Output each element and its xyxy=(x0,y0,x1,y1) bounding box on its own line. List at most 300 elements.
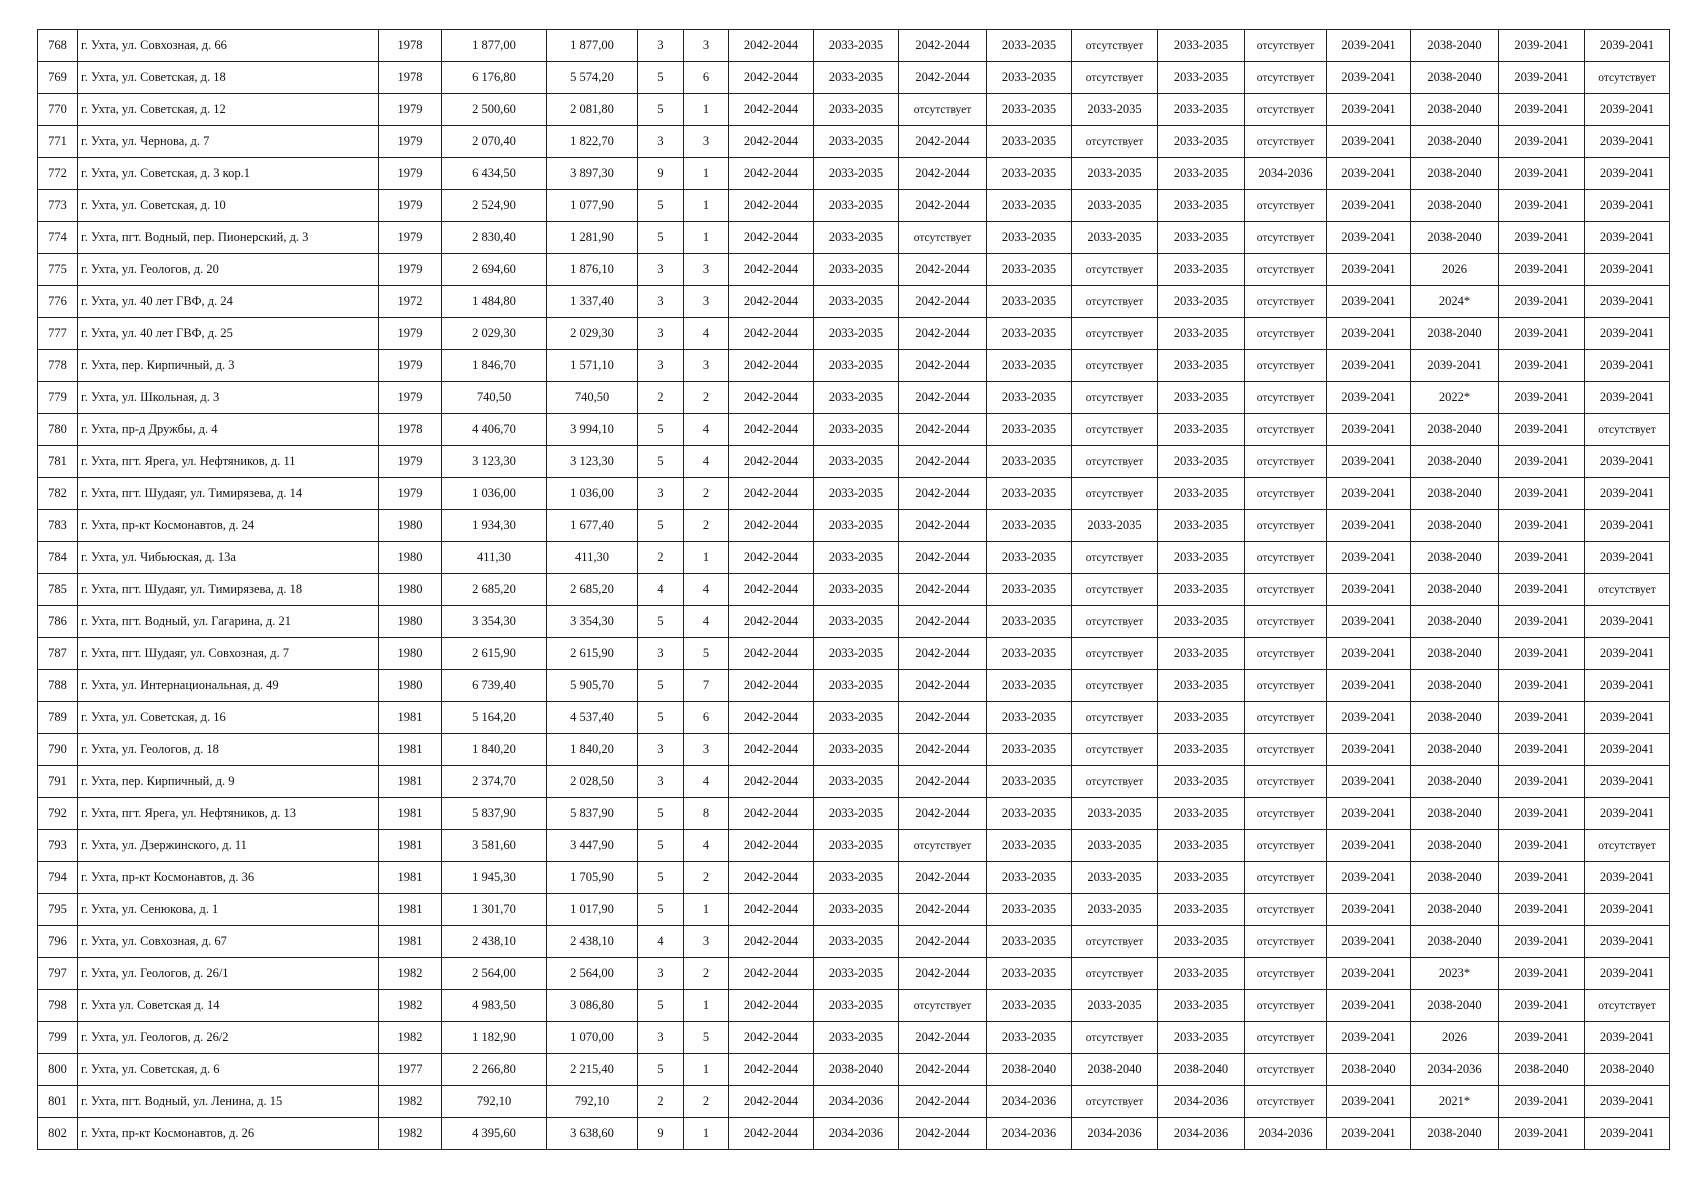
period-cell-8: 2039-2041 xyxy=(1327,1086,1411,1118)
period-cell-3: 2042-2044 xyxy=(899,702,987,734)
floors-cell: 3 xyxy=(638,734,684,766)
period-cell-11: отсутствует xyxy=(1585,62,1670,94)
period-cell-8: 2039-2041 xyxy=(1327,542,1411,574)
period-cell-7: отсутствует xyxy=(1245,798,1327,830)
period-cell-7: отсутствует xyxy=(1245,1022,1327,1054)
table-row xyxy=(38,1054,1670,1086)
total-area-cell: 3 354,30 xyxy=(442,606,547,638)
total-area-cell: 2 615,90 xyxy=(442,638,547,670)
period-cell-6: 2033-2035 xyxy=(1158,798,1245,830)
period-cell-3: 2042-2044 xyxy=(899,1118,987,1150)
entrances-cell: 2 xyxy=(684,510,729,542)
row-number: 775 xyxy=(38,254,78,286)
table-row xyxy=(38,830,1670,862)
table-row xyxy=(38,478,1670,510)
period-cell-3: 2042-2044 xyxy=(899,126,987,158)
period-cell-11: 2039-2041 xyxy=(1585,862,1670,894)
period-cell-8: 2039-2041 xyxy=(1327,894,1411,926)
row-number: 776 xyxy=(38,286,78,318)
table-row xyxy=(38,702,1670,734)
period-cell-9: 2038-2040 xyxy=(1411,894,1499,926)
period-cell-8: 2039-2041 xyxy=(1327,222,1411,254)
floors-cell: 5 xyxy=(638,446,684,478)
period-cell-2: 2033-2035 xyxy=(814,126,899,158)
period-cell-1: 2042-2044 xyxy=(729,542,814,574)
period-cell-7: отсутствует xyxy=(1245,190,1327,222)
period-cell-10: 2039-2041 xyxy=(1499,638,1585,670)
period-cell-10: 2039-2041 xyxy=(1499,1086,1585,1118)
period-cell-10: 2039-2041 xyxy=(1499,926,1585,958)
period-cell-2: 2033-2035 xyxy=(814,94,899,126)
living-area-cell: 411,30 xyxy=(547,542,638,574)
entrances-cell: 2 xyxy=(684,958,729,990)
living-area-cell: 2 685,20 xyxy=(547,574,638,606)
period-cell-9: 2038-2040 xyxy=(1411,510,1499,542)
living-area-cell: 1 571,10 xyxy=(547,350,638,382)
period-cell-9: 2038-2040 xyxy=(1411,414,1499,446)
floors-cell: 5 xyxy=(638,62,684,94)
address-cell: г. Ухта, ул. 40 лет ГВФ, д. 24 xyxy=(78,286,379,318)
period-cell-11: 2039-2041 xyxy=(1585,190,1670,222)
period-cell-9: 2038-2040 xyxy=(1411,158,1499,190)
period-cell-9: 2038-2040 xyxy=(1411,990,1499,1022)
total-area-cell: 2 694,60 xyxy=(442,254,547,286)
period-cell-7: отсутствует xyxy=(1245,286,1327,318)
period-cell-2: 2033-2035 xyxy=(814,542,899,574)
period-cell-11: 2039-2041 xyxy=(1585,542,1670,574)
period-cell-7: отсутствует xyxy=(1245,222,1327,254)
table-row xyxy=(38,94,1670,126)
period-cell-11: 2039-2041 xyxy=(1585,734,1670,766)
entrances-cell: 3 xyxy=(684,254,729,286)
period-cell-4: 2033-2035 xyxy=(987,702,1072,734)
period-cell-5: отсутствует xyxy=(1072,126,1158,158)
total-area-cell: 2 685,20 xyxy=(442,574,547,606)
row-number: 798 xyxy=(38,990,78,1022)
period-cell-2: 2033-2035 xyxy=(814,606,899,638)
period-cell-2: 2033-2035 xyxy=(814,30,899,62)
period-cell-10: 2039-2041 xyxy=(1499,158,1585,190)
period-cell-1: 2042-2044 xyxy=(729,702,814,734)
address-cell: г. Ухта, ул. Советская, д. 18 xyxy=(78,62,379,94)
period-cell-1: 2042-2044 xyxy=(729,926,814,958)
floors-cell: 5 xyxy=(638,414,684,446)
year-cell: 1979 xyxy=(379,126,442,158)
period-cell-2: 2033-2035 xyxy=(814,190,899,222)
entrances-cell: 4 xyxy=(684,830,729,862)
period-cell-7: отсутствует xyxy=(1245,606,1327,638)
period-cell-9: 2038-2040 xyxy=(1411,702,1499,734)
period-cell-10: 2039-2041 xyxy=(1499,478,1585,510)
period-cell-9: 2024* xyxy=(1411,286,1499,318)
total-area-cell: 2 029,30 xyxy=(442,318,547,350)
year-cell: 1982 xyxy=(379,1022,442,1054)
period-cell-1: 2042-2044 xyxy=(729,798,814,830)
floors-cell: 3 xyxy=(638,478,684,510)
period-cell-5: 2033-2035 xyxy=(1072,830,1158,862)
period-cell-2: 2033-2035 xyxy=(814,734,899,766)
period-cell-5: отсутствует xyxy=(1072,478,1158,510)
entrances-cell: 4 xyxy=(684,446,729,478)
period-cell-1: 2042-2044 xyxy=(729,126,814,158)
floors-cell: 9 xyxy=(638,1118,684,1150)
period-cell-4: 2033-2035 xyxy=(987,990,1072,1022)
living-area-cell: 3 994,10 xyxy=(547,414,638,446)
floors-cell: 5 xyxy=(638,94,684,126)
period-cell-4: 2033-2035 xyxy=(987,542,1072,574)
period-cell-6: 2033-2035 xyxy=(1158,414,1245,446)
period-cell-6: 2033-2035 xyxy=(1158,446,1245,478)
period-cell-10: 2039-2041 xyxy=(1499,830,1585,862)
period-cell-5: 2033-2035 xyxy=(1072,158,1158,190)
period-cell-2: 2033-2035 xyxy=(814,350,899,382)
address-cell: г. Ухта, пгт. Шудаяг, ул. Тимирязева, д. 18 xyxy=(78,574,379,606)
total-area-cell: 2 564,00 xyxy=(442,958,547,990)
period-cell-4: 2033-2035 xyxy=(987,222,1072,254)
period-cell-4: 2038-2040 xyxy=(987,1054,1072,1086)
floors-cell: 2 xyxy=(638,382,684,414)
period-cell-7: отсутствует xyxy=(1245,1054,1327,1086)
period-cell-2: 2033-2035 xyxy=(814,382,899,414)
period-cell-8: 2039-2041 xyxy=(1327,446,1411,478)
address-cell: г. Ухта, ул. Чибьюская, д. 13а xyxy=(78,542,379,574)
year-cell: 1981 xyxy=(379,830,442,862)
period-cell-4: 2033-2035 xyxy=(987,350,1072,382)
period-cell-11: 2039-2041 xyxy=(1585,894,1670,926)
living-area-cell: 2 028,50 xyxy=(547,766,638,798)
row-number: 790 xyxy=(38,734,78,766)
period-cell-6: 2033-2035 xyxy=(1158,734,1245,766)
entrances-cell: 4 xyxy=(684,574,729,606)
period-cell-9: 2021* xyxy=(1411,1086,1499,1118)
period-cell-11: отсутствует xyxy=(1585,830,1670,862)
period-cell-9: 2038-2040 xyxy=(1411,1118,1499,1150)
row-number: 771 xyxy=(38,126,78,158)
table-row xyxy=(38,1022,1670,1054)
total-area-cell: 2 500,60 xyxy=(442,94,547,126)
period-cell-4: 2033-2035 xyxy=(987,318,1072,350)
living-area-cell: 1 677,40 xyxy=(547,510,638,542)
period-cell-5: отсутствует xyxy=(1072,1022,1158,1054)
period-cell-2: 2033-2035 xyxy=(814,990,899,1022)
address-cell: г. Ухта, ул. Советская, д. 16 xyxy=(78,702,379,734)
table-row xyxy=(38,318,1670,350)
period-cell-9: 2038-2040 xyxy=(1411,638,1499,670)
entrances-cell: 7 xyxy=(684,670,729,702)
entrances-cell: 5 xyxy=(684,1022,729,1054)
address-cell: г. Ухта, ул. Геологов, д. 26/2 xyxy=(78,1022,379,1054)
period-cell-11: 2039-2041 xyxy=(1585,1086,1670,1118)
table-row xyxy=(38,350,1670,382)
period-cell-7: отсутствует xyxy=(1245,862,1327,894)
period-cell-7: отсутствует xyxy=(1245,830,1327,862)
period-cell-7: отсутствует xyxy=(1245,702,1327,734)
floors-cell: 2 xyxy=(638,1086,684,1118)
floors-cell: 5 xyxy=(638,1054,684,1086)
address-cell: г. Ухта, пр-кт Космонавтов, д. 26 xyxy=(78,1118,379,1150)
year-cell: 1978 xyxy=(379,414,442,446)
period-cell-6: 2033-2035 xyxy=(1158,62,1245,94)
floors-cell: 3 xyxy=(638,30,684,62)
address-cell: г. Ухта ул. Советская д. 14 xyxy=(78,990,379,1022)
period-cell-4: 2033-2035 xyxy=(987,286,1072,318)
period-cell-1: 2042-2044 xyxy=(729,510,814,542)
period-cell-5: отсутствует xyxy=(1072,702,1158,734)
period-cell-9: 2038-2040 xyxy=(1411,126,1499,158)
table-row xyxy=(38,798,1670,830)
period-cell-11: 2039-2041 xyxy=(1585,286,1670,318)
living-area-cell: 1 337,40 xyxy=(547,286,638,318)
floors-cell: 3 xyxy=(638,958,684,990)
period-cell-4: 2033-2035 xyxy=(987,638,1072,670)
period-cell-6: 2033-2035 xyxy=(1158,926,1245,958)
period-cell-8: 2039-2041 xyxy=(1327,30,1411,62)
period-cell-8: 2039-2041 xyxy=(1327,158,1411,190)
living-area-cell: 740,50 xyxy=(547,382,638,414)
period-cell-11: 2038-2040 xyxy=(1585,1054,1670,1086)
period-cell-10: 2039-2041 xyxy=(1499,254,1585,286)
period-cell-7: отсутствует xyxy=(1245,62,1327,94)
address-cell: г. Ухта, ул. Совхозная, д. 67 xyxy=(78,926,379,958)
period-cell-7: 2034-2036 xyxy=(1245,1118,1327,1150)
period-cell-3: 2042-2044 xyxy=(899,318,987,350)
living-area-cell: 3 123,30 xyxy=(547,446,638,478)
period-cell-6: 2033-2035 xyxy=(1158,478,1245,510)
period-cell-5: отсутствует xyxy=(1072,734,1158,766)
period-cell-1: 2042-2044 xyxy=(729,254,814,286)
total-area-cell: 6 176,80 xyxy=(442,62,547,94)
period-cell-2: 2033-2035 xyxy=(814,222,899,254)
period-cell-3: 2042-2044 xyxy=(899,606,987,638)
table-row xyxy=(38,990,1670,1022)
address-cell: г. Ухта, ул. Сенюкова, д. 1 xyxy=(78,894,379,926)
period-cell-2: 2033-2035 xyxy=(814,318,899,350)
row-number: 802 xyxy=(38,1118,78,1150)
row-number: 797 xyxy=(38,958,78,990)
living-area-cell: 3 897,30 xyxy=(547,158,638,190)
period-cell-8: 2039-2041 xyxy=(1327,286,1411,318)
period-cell-10: 2039-2041 xyxy=(1499,894,1585,926)
address-cell: г. Ухта, пгт. Водный, пер. Пионерский, д. 3 xyxy=(78,222,379,254)
row-number: 769 xyxy=(38,62,78,94)
period-cell-3: 2042-2044 xyxy=(899,734,987,766)
period-cell-5: 2033-2035 xyxy=(1072,190,1158,222)
address-cell: г. Ухта, ул. Геологов, д. 18 xyxy=(78,734,379,766)
period-cell-5: отсутствует xyxy=(1072,350,1158,382)
period-cell-5: 2033-2035 xyxy=(1072,94,1158,126)
period-cell-11: отсутствует xyxy=(1585,414,1670,446)
floors-cell: 4 xyxy=(638,926,684,958)
period-cell-3: 2042-2044 xyxy=(899,926,987,958)
period-cell-9: 2022* xyxy=(1411,382,1499,414)
period-cell-2: 2033-2035 xyxy=(814,958,899,990)
row-number: 781 xyxy=(38,446,78,478)
living-area-cell: 2 029,30 xyxy=(547,318,638,350)
period-cell-4: 2033-2035 xyxy=(987,478,1072,510)
period-cell-4: 2034-2036 xyxy=(987,1118,1072,1150)
address-cell: г. Ухта, пер. Кирпичный, д. 9 xyxy=(78,766,379,798)
period-cell-6: 2033-2035 xyxy=(1158,830,1245,862)
period-cell-4: 2033-2035 xyxy=(987,446,1072,478)
floors-cell: 5 xyxy=(638,862,684,894)
period-cell-11: 2039-2041 xyxy=(1585,382,1670,414)
period-cell-9: 2026 xyxy=(1411,1022,1499,1054)
period-cell-11: отсутствует xyxy=(1585,574,1670,606)
period-cell-6: 2033-2035 xyxy=(1158,894,1245,926)
period-cell-11: 2039-2041 xyxy=(1585,798,1670,830)
floors-cell: 3 xyxy=(638,350,684,382)
period-cell-2: 2033-2035 xyxy=(814,894,899,926)
period-cell-5: отсутствует xyxy=(1072,574,1158,606)
year-cell: 1979 xyxy=(379,222,442,254)
period-cell-5: 2033-2035 xyxy=(1072,798,1158,830)
entrances-cell: 3 xyxy=(684,30,729,62)
address-cell: г. Ухта, ул. Дзержинского, д. 11 xyxy=(78,830,379,862)
period-cell-3: 2042-2044 xyxy=(899,862,987,894)
period-cell-10: 2039-2041 xyxy=(1499,766,1585,798)
entrances-cell: 1 xyxy=(684,1118,729,1150)
year-cell: 1979 xyxy=(379,478,442,510)
year-cell: 1977 xyxy=(379,1054,442,1086)
row-number: 778 xyxy=(38,350,78,382)
period-cell-2: 2033-2035 xyxy=(814,158,899,190)
living-area-cell: 3 086,80 xyxy=(547,990,638,1022)
period-cell-5: 2038-2040 xyxy=(1072,1054,1158,1086)
address-cell: г. Ухта, пер. Кирпичный, д. 3 xyxy=(78,350,379,382)
period-cell-6: 2033-2035 xyxy=(1158,1022,1245,1054)
period-cell-3: 2042-2044 xyxy=(899,30,987,62)
year-cell: 1980 xyxy=(379,574,442,606)
period-cell-6: 2033-2035 xyxy=(1158,94,1245,126)
address-cell: г. Ухта, пгт. Шудаяг, ул. Совхозная, д. 7 xyxy=(78,638,379,670)
period-cell-6: 2033-2035 xyxy=(1158,382,1245,414)
total-area-cell: 411,30 xyxy=(442,542,547,574)
row-number: 799 xyxy=(38,1022,78,1054)
period-cell-1: 2042-2044 xyxy=(729,30,814,62)
period-cell-7: отсутствует xyxy=(1245,126,1327,158)
period-cell-9: 2038-2040 xyxy=(1411,62,1499,94)
period-cell-5: отсутствует xyxy=(1072,958,1158,990)
year-cell: 1981 xyxy=(379,766,442,798)
period-cell-9: 2038-2040 xyxy=(1411,190,1499,222)
period-cell-5: отсутствует xyxy=(1072,254,1158,286)
floors-cell: 5 xyxy=(638,830,684,862)
total-area-cell: 2 070,40 xyxy=(442,126,547,158)
period-cell-3: 2042-2044 xyxy=(899,414,987,446)
living-area-cell: 4 537,40 xyxy=(547,702,638,734)
living-area-cell: 1 281,90 xyxy=(547,222,638,254)
period-cell-2: 2033-2035 xyxy=(814,510,899,542)
period-cell-4: 2033-2035 xyxy=(987,30,1072,62)
period-cell-11: 2039-2041 xyxy=(1585,606,1670,638)
period-cell-11: 2039-2041 xyxy=(1585,350,1670,382)
row-number: 787 xyxy=(38,638,78,670)
period-cell-8: 2039-2041 xyxy=(1327,126,1411,158)
living-area-cell: 1 705,90 xyxy=(547,862,638,894)
period-cell-4: 2033-2035 xyxy=(987,1022,1072,1054)
period-cell-10: 2039-2041 xyxy=(1499,574,1585,606)
period-cell-9: 2034-2036 xyxy=(1411,1054,1499,1086)
period-cell-3: 2042-2044 xyxy=(899,286,987,318)
year-cell: 1980 xyxy=(379,670,442,702)
period-cell-11: 2039-2041 xyxy=(1585,1022,1670,1054)
period-cell-6: 2033-2035 xyxy=(1158,254,1245,286)
living-area-cell: 2 215,40 xyxy=(547,1054,638,1086)
floors-cell: 5 xyxy=(638,606,684,638)
total-area-cell: 1 301,70 xyxy=(442,894,547,926)
period-cell-7: отсутствует xyxy=(1245,510,1327,542)
row-number: 801 xyxy=(38,1086,78,1118)
floors-cell: 5 xyxy=(638,510,684,542)
year-cell: 1980 xyxy=(379,510,442,542)
period-cell-3: 2042-2044 xyxy=(899,638,987,670)
period-cell-8: 2039-2041 xyxy=(1327,1118,1411,1150)
period-cell-9: 2039-2041 xyxy=(1411,350,1499,382)
period-cell-5: отсутствует xyxy=(1072,542,1158,574)
year-cell: 1979 xyxy=(379,254,442,286)
period-cell-3: 2042-2044 xyxy=(899,670,987,702)
row-number: 779 xyxy=(38,382,78,414)
period-cell-8: 2039-2041 xyxy=(1327,254,1411,286)
period-cell-6: 2033-2035 xyxy=(1158,606,1245,638)
period-cell-10: 2039-2041 xyxy=(1499,382,1585,414)
table-row xyxy=(38,670,1670,702)
period-cell-8: 2039-2041 xyxy=(1327,350,1411,382)
period-cell-3: 2042-2044 xyxy=(899,190,987,222)
year-cell: 1982 xyxy=(379,958,442,990)
period-cell-1: 2042-2044 xyxy=(729,830,814,862)
total-area-cell: 5 837,90 xyxy=(442,798,547,830)
period-cell-11: 2039-2041 xyxy=(1585,670,1670,702)
floors-cell: 2 xyxy=(638,542,684,574)
period-cell-9: 2038-2040 xyxy=(1411,766,1499,798)
living-area-cell: 1 877,00 xyxy=(547,30,638,62)
period-cell-8: 2039-2041 xyxy=(1327,318,1411,350)
period-cell-2: 2033-2035 xyxy=(814,766,899,798)
living-area-cell: 2 081,80 xyxy=(547,94,638,126)
table-row xyxy=(38,734,1670,766)
period-cell-4: 2033-2035 xyxy=(987,926,1072,958)
table-row xyxy=(38,606,1670,638)
period-cell-3: 2042-2044 xyxy=(899,510,987,542)
period-cell-2: 2033-2035 xyxy=(814,478,899,510)
period-cell-2: 2033-2035 xyxy=(814,670,899,702)
total-area-cell: 1 182,90 xyxy=(442,1022,547,1054)
table-row xyxy=(38,638,1670,670)
period-cell-1: 2042-2044 xyxy=(729,222,814,254)
entrances-cell: 4 xyxy=(684,606,729,638)
period-cell-10: 2039-2041 xyxy=(1499,446,1585,478)
period-cell-7: отсутствует xyxy=(1245,350,1327,382)
period-cell-8: 2038-2040 xyxy=(1327,1054,1411,1086)
period-cell-4: 2033-2035 xyxy=(987,830,1072,862)
period-cell-1: 2042-2044 xyxy=(729,350,814,382)
living-area-cell: 5 837,90 xyxy=(547,798,638,830)
period-cell-10: 2039-2041 xyxy=(1499,542,1585,574)
period-cell-10: 2039-2041 xyxy=(1499,1118,1585,1150)
period-cell-8: 2039-2041 xyxy=(1327,926,1411,958)
period-cell-1: 2042-2044 xyxy=(729,414,814,446)
period-cell-9: 2038-2040 xyxy=(1411,542,1499,574)
row-number: 791 xyxy=(38,766,78,798)
living-area-cell: 3 354,30 xyxy=(547,606,638,638)
period-cell-8: 2039-2041 xyxy=(1327,670,1411,702)
period-cell-4: 2033-2035 xyxy=(987,670,1072,702)
address-cell: г. Ухта, пр-д Дружбы, д. 4 xyxy=(78,414,379,446)
total-area-cell: 1 036,00 xyxy=(442,478,547,510)
table-row xyxy=(38,62,1670,94)
table-row xyxy=(38,894,1670,926)
